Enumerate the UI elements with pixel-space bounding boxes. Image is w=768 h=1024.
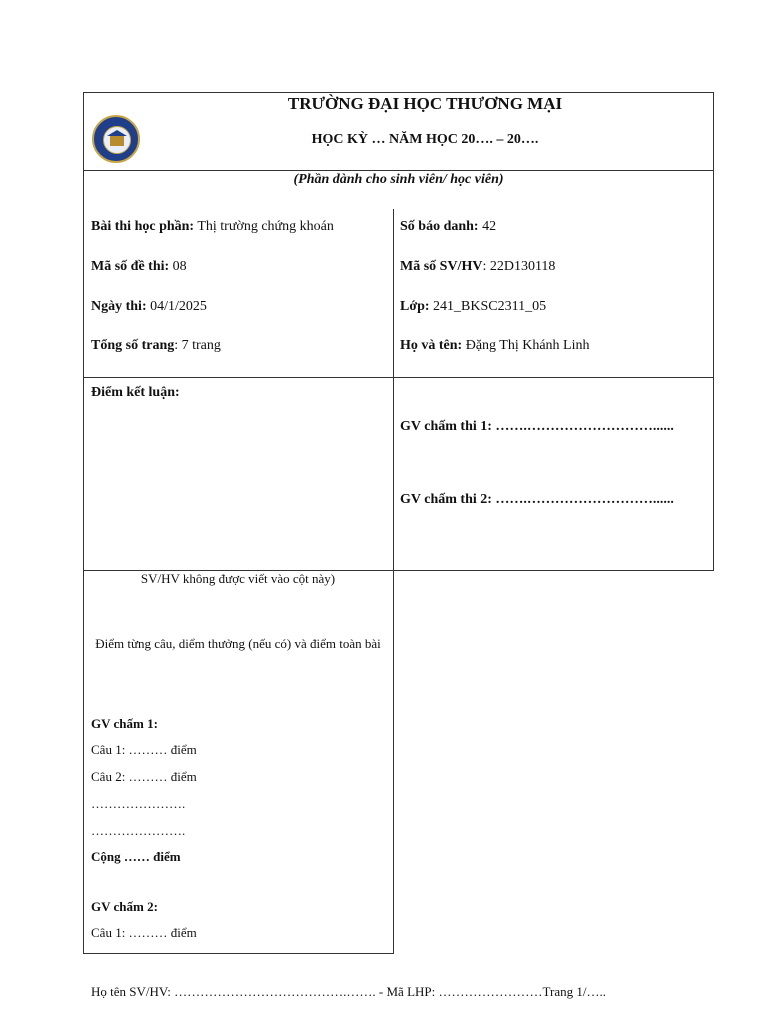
header-divider (83, 170, 714, 171)
examiner-2-heading: GV chấm 2: (91, 899, 158, 914)
field-exam-date: Ngày thi: 04/1/2025 (91, 299, 207, 314)
field-exam-subject: Bài thi học phần: Thị trường chứng khoán (91, 219, 334, 234)
student-section-note: (Phần dành cho sinh viên/ học viên) (293, 172, 504, 187)
examiner-1-line: GV chấm thi 1: …….………………………...... (400, 419, 674, 434)
logo-emblem-icon (103, 126, 131, 154)
table-left-border (83, 92, 84, 954)
final-score-label: Điểm kết luận: (91, 385, 180, 400)
field-candidate-number: Số báo danh: 42 (400, 219, 497, 234)
score-total: Cộng …… điểm (91, 849, 181, 864)
table-top-border (83, 92, 714, 93)
gv1-item: Câu 2: ……… điểm (91, 769, 197, 784)
gv1-item: Câu 1: ……… điểm (91, 742, 197, 757)
table-right-border (713, 92, 714, 571)
university-logo (92, 115, 140, 163)
field-exam-code: Mã số đề thi: 08 (91, 259, 187, 274)
logo-roof-icon (107, 130, 127, 136)
term-line: HỌC KỲ … NĂM HỌC 20…. – 20…. (311, 132, 539, 147)
gv2-item: Câu 1: ……… điểm (91, 925, 197, 940)
examiner-2-line: GV chấm thi 2: …….………………………...... (400, 492, 674, 507)
field-student-id: Mã số SV/HV: 22D130118 (400, 259, 556, 274)
info-bottom-divider (83, 377, 714, 378)
gv1-item: …………………. (91, 796, 186, 811)
field-total-pages: Tổng số trang: 7 trang (91, 338, 221, 353)
table-bottom-border (83, 953, 394, 954)
score-column-desc: Điểm từng câu, diểm thưởng (nếu có) và điểm toàn bài (95, 636, 381, 651)
gv1-item: …………………. (91, 823, 186, 838)
page-footer: Họ tên SV/HV: ………………………………….……. - Mã LHP: ……………………Trang 1/….. (91, 984, 606, 999)
score-column-note: SV/HV không được viết vào cột này) (140, 571, 336, 586)
info-column-divider (393, 209, 394, 954)
field-class: Lớp: 241_BKSC2311_05 (400, 299, 547, 314)
school-name: TRƯỜNG ĐẠI HỌC THƯƠNG MẠI (287, 94, 563, 113)
examiner-1-heading: GV chấm 1: (91, 716, 158, 731)
field-full-name: Họ và tên: Đặng Thị Khánh Linh (400, 338, 590, 353)
